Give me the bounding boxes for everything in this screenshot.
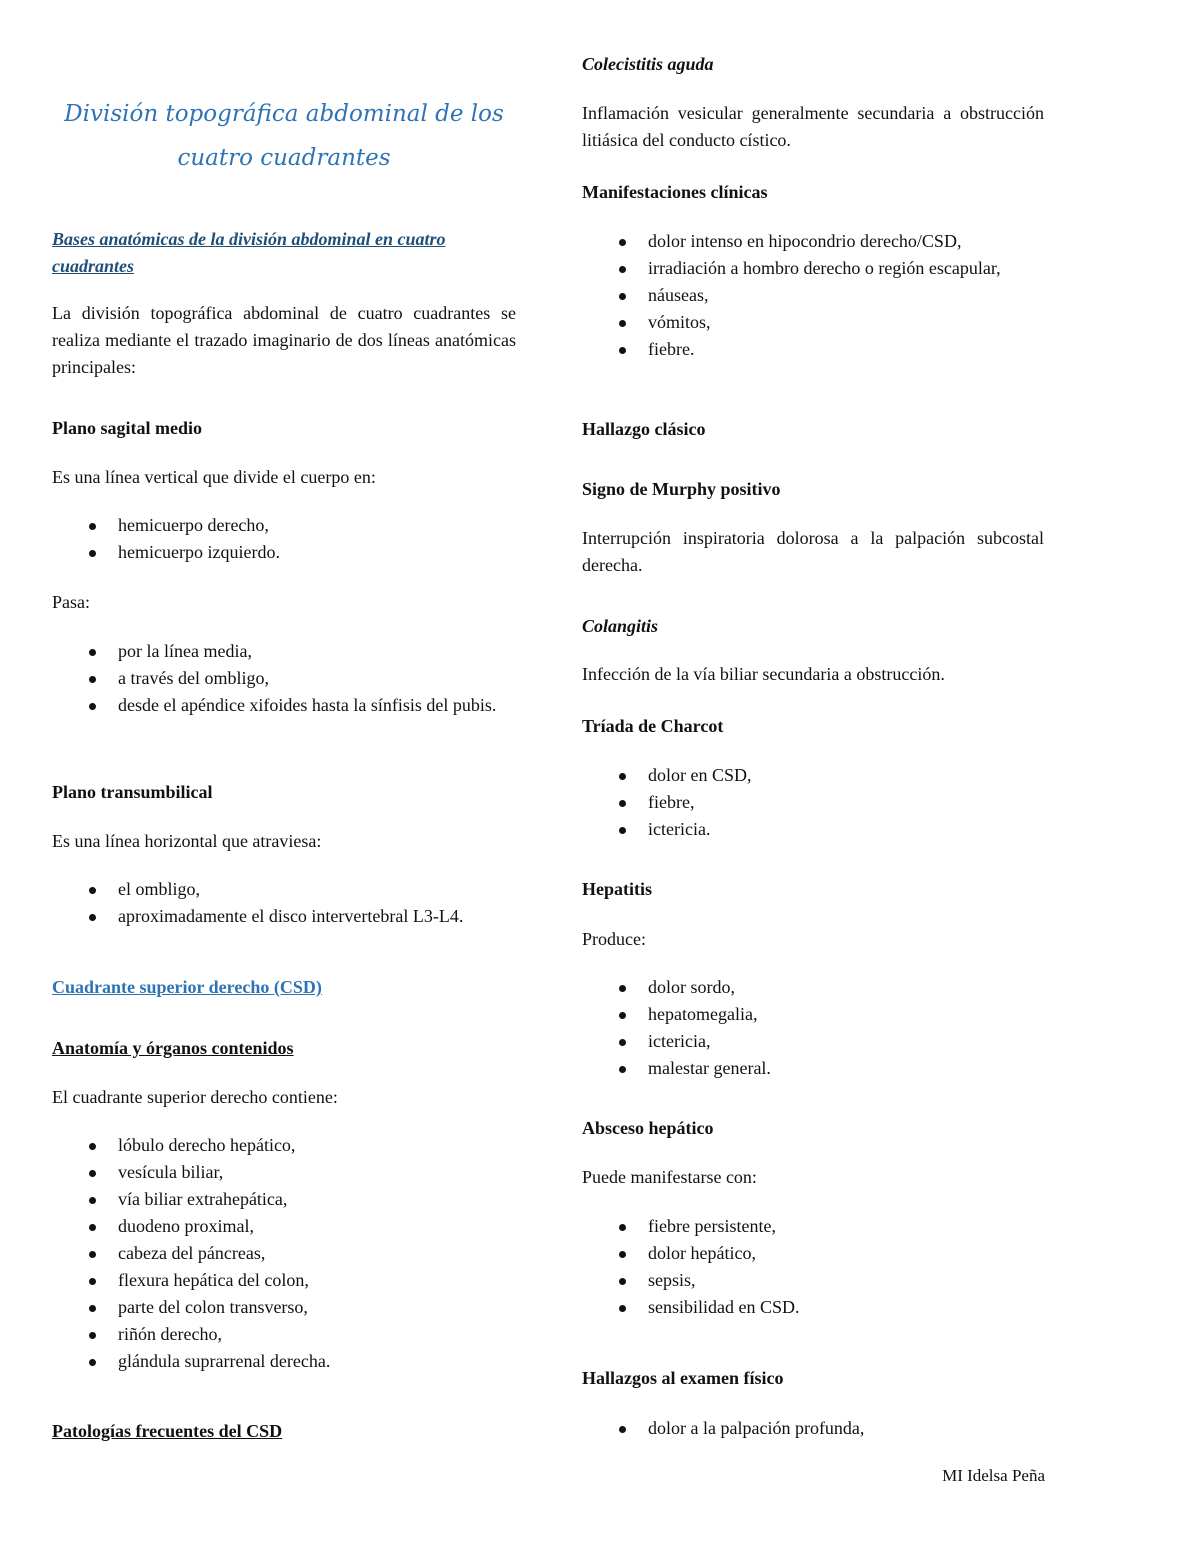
transumbilical-list [52, 876, 516, 930]
list-item: hemicuerpo derecho, [52, 512, 516, 539]
list-item: malestar general. [582, 1055, 1044, 1082]
list-item: vía biliar extrahepática, [52, 1186, 516, 1213]
list-item: dolor a la palpación profunda, [582, 1415, 1044, 1442]
colecistitis-heading: Colecistitis aguda [582, 54, 714, 74]
murphy-heading: Signo de Murphy positivo [582, 479, 781, 499]
patologias-heading: Patologías frecuentes del CSD [52, 1421, 283, 1441]
list-item: irradiación a hombro derecho o región escapular, [582, 255, 1044, 282]
list-item: aproximadamente el disco intervertebral L3-L4. [52, 903, 516, 930]
list-item: ictericia. [582, 816, 1044, 843]
sagital-list [52, 512, 516, 566]
document-title: División topográfica abdominal de los cuatro cuadrantes [64, 101, 504, 171]
colecistitis-paragraph: Inflamación vesicular generalmente secundaria a obstrucción litiásica del conducto cístico. [582, 103, 1044, 150]
list-item: cabeza del páncreas, [52, 1240, 516, 1267]
transumbilical-paragraph: Es una línea horizontal que atraviesa: [52, 831, 322, 851]
list-item: náuseas, [582, 282, 1044, 309]
colangitis-paragraph: Infección de la vía biliar secundaria a obstrucción. [582, 664, 945, 684]
hallazgo-heading: Hallazgo clásico [582, 419, 706, 439]
bases-heading: Bases anatómicas de la división abdominal en cuatro cuadrantes [52, 229, 446, 276]
list-item: el ombligo, [52, 876, 516, 903]
csd-heading: Cuadrante superior derecho (CSD) [52, 977, 322, 997]
examen-list [582, 1415, 1044, 1442]
list-item: hepatomegalia, [582, 1001, 1044, 1028]
list-item: ictericia, [582, 1028, 1044, 1055]
charcot-heading: Tríada de Charcot [582, 716, 724, 736]
list-item: desde el apéndice xifoides hasta la sínfisis del pubis. [52, 692, 516, 719]
list-item: dolor en CSD, [582, 762, 1044, 789]
list-item: por la línea media, [52, 638, 516, 665]
manifestaciones-heading: Manifestaciones clínicas [582, 182, 768, 202]
bases-paragraph: La división topográfica abdominal de cuatro cuadrantes se realiza mediante el trazado imaginario de dos líneas anatómicas principales: [52, 303, 516, 377]
murphy-paragraph: Interrupción inspiratoria dolorosa a la palpación subcostal derecha. [582, 528, 1044, 575]
list-item: fiebre, [582, 789, 1044, 816]
anatomia-heading: Anatomía y órganos contenidos [52, 1038, 294, 1058]
footer-author: MI Idelsa Peña [942, 1466, 1045, 1485]
list-item: vesícula biliar, [52, 1159, 516, 1186]
absceso-heading: Absceso hepático [582, 1118, 714, 1138]
absceso-paragraph: Puede manifestarse con: [582, 1167, 757, 1187]
pasa-list [52, 638, 516, 719]
anatomia-list [52, 1132, 516, 1375]
sagital-heading: Plano sagital medio [52, 418, 203, 438]
list-item: fiebre persistente, [582, 1213, 1044, 1240]
examen-heading: Hallazgos al examen físico [582, 1368, 784, 1388]
charcot-list [582, 762, 1044, 843]
list-item: dolor intenso en hipocondrio derecho/CSD, [582, 228, 1044, 255]
pasa-paragraph: Pasa: [52, 592, 90, 612]
list-item: hemicuerpo izquierdo. [52, 539, 516, 566]
anatomia-paragraph: El cuadrante superior derecho contiene: [52, 1087, 338, 1107]
transumbilical-heading: Plano transumbilical [52, 782, 213, 802]
manifestaciones-list [582, 228, 1044, 363]
list-item: a través del ombligo, [52, 665, 516, 692]
hepatitis-paragraph: Produce: [582, 929, 646, 949]
absceso-list [582, 1213, 1044, 1321]
list-item: riñón derecho, [52, 1321, 516, 1348]
hepatitis-heading: Hepatitis [582, 879, 652, 899]
list-item: flexura hepática del colon, [52, 1267, 516, 1294]
list-item: glándula suprarrenal derecha. [52, 1348, 516, 1375]
list-item: lóbulo derecho hepático, [52, 1132, 516, 1159]
list-item: duodeno proximal, [52, 1213, 516, 1240]
hepatitis-list [582, 974, 1044, 1082]
list-item: dolor sordo, [582, 974, 1044, 1001]
sagital-paragraph: Es una línea vertical que divide el cuerpo en: [52, 467, 376, 487]
list-item: sensibilidad en CSD. [582, 1294, 1044, 1321]
list-item: vómitos, [582, 309, 1044, 336]
list-item: sepsis, [582, 1267, 1044, 1294]
colangitis-heading: Colangitis [582, 616, 659, 636]
list-item: parte del colon transverso, [52, 1294, 516, 1321]
list-item: dolor hepático, [582, 1240, 1044, 1267]
list-item: fiebre. [582, 336, 1044, 363]
